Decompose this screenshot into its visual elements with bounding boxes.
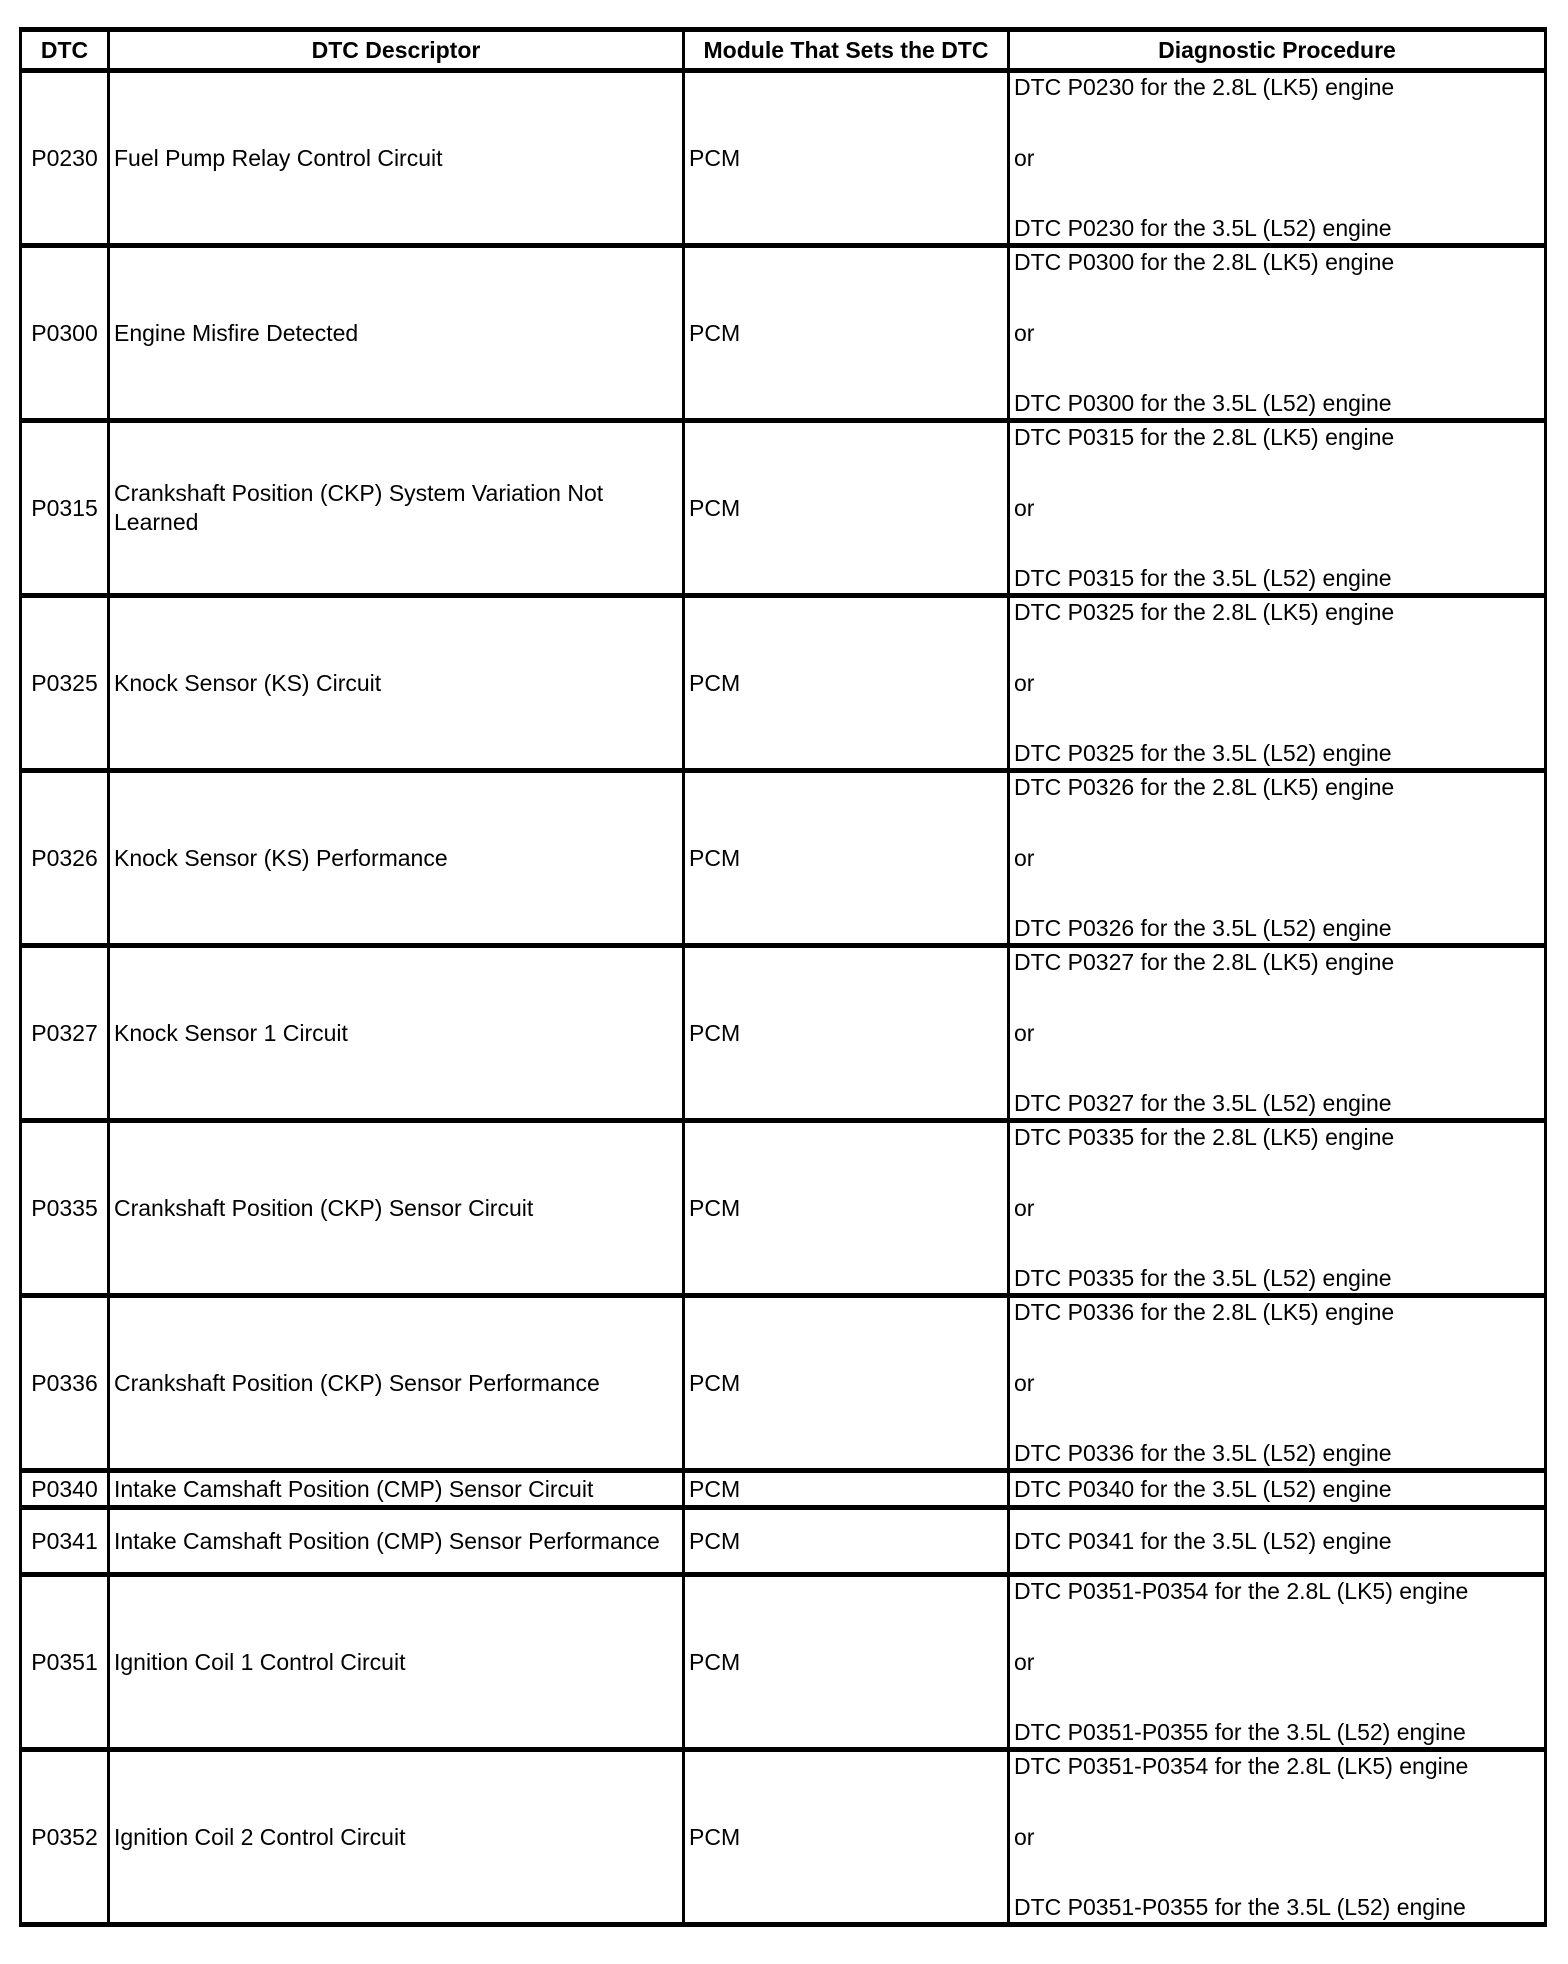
procedure-link[interactable]: DTC P0340 for the 3.5L (L52) engine bbox=[1014, 1475, 1392, 1502]
table-row bbox=[21, 1508, 1546, 1575]
dtc-descriptor: Knock Sensor (KS) Performance bbox=[109, 771, 684, 946]
module: PCM bbox=[684, 1471, 1009, 1508]
procedure-link[interactable]: DTC P0325 for the 2.8L (LK5) engine bbox=[1014, 599, 1395, 625]
dtc-code: P0352 bbox=[21, 1750, 109, 1925]
dtc-descriptor: Knock Sensor 1 Circuit bbox=[109, 946, 684, 1121]
header-dtc: DTC bbox=[21, 30, 109, 71]
table-row bbox=[21, 596, 1546, 771]
dtc-descriptor: Engine Misfire Detected bbox=[109, 246, 684, 421]
module: PCM bbox=[684, 1121, 1009, 1296]
module: PCM bbox=[684, 246, 1009, 421]
or-text: or bbox=[1014, 494, 1035, 521]
diagnostic-procedure bbox=[1009, 246, 1546, 421]
or-text: or bbox=[1014, 1194, 1035, 1221]
table-row bbox=[21, 71, 1546, 246]
table-row bbox=[21, 421, 1546, 596]
procedure-link[interactable]: DTC P0300 for the 3.5L (L52) engine bbox=[1014, 390, 1392, 417]
module: PCM bbox=[684, 1575, 1009, 1750]
procedure-link[interactable]: DTC P0351-P0354 for the 2.8L (LK5) engine bbox=[1014, 1753, 1469, 1779]
dtc-code: P0325 bbox=[21, 596, 109, 771]
or-text: or bbox=[1014, 144, 1035, 171]
diagnostic-procedure bbox=[1009, 596, 1546, 771]
dtc-code: P0315 bbox=[21, 421, 109, 596]
or-text: or bbox=[1014, 844, 1035, 871]
procedure-link[interactable]: DTC P0326 for the 3.5L (L52) engine bbox=[1014, 915, 1392, 942]
table-row bbox=[21, 1750, 1546, 1925]
procedure-link[interactable]: DTC P0351-P0355 for the 3.5L (L52) engine bbox=[1014, 1719, 1466, 1746]
procedure-link[interactable]: DTC P0327 for the 2.8L (LK5) engine bbox=[1014, 949, 1395, 975]
diagnostic-procedure bbox=[1009, 1296, 1546, 1471]
dtc-code: P0335 bbox=[21, 1121, 109, 1296]
procedure-link[interactable]: DTC P0326 for the 2.8L (LK5) engine bbox=[1014, 774, 1395, 800]
module: PCM bbox=[684, 71, 1009, 246]
header-descriptor: DTC Descriptor bbox=[109, 30, 684, 71]
dtc-descriptor: Crankshaft Position (CKP) System Variation Not Learned bbox=[109, 421, 684, 596]
or-text: or bbox=[1014, 1823, 1035, 1850]
procedure-link[interactable]: DTC P0315 for the 2.8L (LK5) engine bbox=[1014, 424, 1395, 450]
or-text: or bbox=[1014, 1019, 1035, 1046]
dtc-descriptor: Ignition Coil 1 Control Circuit bbox=[109, 1575, 684, 1750]
dtc-code: P0327 bbox=[21, 946, 109, 1121]
header-module: Module That Sets the DTC bbox=[684, 30, 1009, 71]
or-text: or bbox=[1014, 669, 1035, 696]
table-row bbox=[21, 946, 1546, 1121]
dtc-descriptor: Knock Sensor (KS) Circuit bbox=[109, 596, 684, 771]
or-text: or bbox=[1014, 1369, 1035, 1396]
dtc-descriptor: Fuel Pump Relay Control Circuit bbox=[109, 71, 684, 246]
dtc-code: P0351 bbox=[21, 1575, 109, 1750]
dtc-code: P0340 bbox=[21, 1471, 109, 1508]
module: PCM bbox=[684, 596, 1009, 771]
or-text: or bbox=[1014, 1648, 1035, 1675]
module: PCM bbox=[684, 771, 1009, 946]
procedure-link[interactable]: DTC P0336 for the 3.5L (L52) engine bbox=[1014, 1440, 1392, 1467]
diagnostic-procedure bbox=[1009, 771, 1546, 946]
procedure-link[interactable]: DTC P0325 for the 3.5L (L52) engine bbox=[1014, 740, 1392, 767]
dtc-descriptor: Intake Camshaft Position (CMP) Sensor Performance bbox=[109, 1508, 684, 1575]
procedure-link[interactable]: DTC P0327 for the 3.5L (L52) engine bbox=[1014, 1090, 1392, 1117]
dtc-code: P0326 bbox=[21, 771, 109, 946]
dtc-descriptor: Crankshaft Position (CKP) Sensor Performance bbox=[109, 1296, 684, 1471]
procedure-link[interactable]: DTC P0336 for the 2.8L (LK5) engine bbox=[1014, 1299, 1395, 1325]
diagnostic-procedure bbox=[1009, 946, 1546, 1121]
module: PCM bbox=[684, 946, 1009, 1121]
diagnostic-procedure bbox=[1009, 1575, 1546, 1750]
diagnostic-procedure bbox=[1009, 1471, 1546, 1508]
dtc-descriptor: Intake Camshaft Position (CMP) Sensor Circuit bbox=[109, 1471, 684, 1508]
dtc-descriptor: Crankshaft Position (CKP) Sensor Circuit bbox=[109, 1121, 684, 1296]
module: PCM bbox=[684, 1750, 1009, 1925]
procedure-link[interactable]: DTC P0351-P0354 for the 2.8L (LK5) engine bbox=[1014, 1578, 1469, 1604]
procedure-link[interactable]: DTC P0230 for the 2.8L (LK5) engine bbox=[1014, 74, 1395, 100]
diagnostic-procedure bbox=[1009, 1121, 1546, 1296]
module: PCM bbox=[684, 421, 1009, 596]
procedure-link[interactable]: DTC P0335 for the 3.5L (L52) engine bbox=[1014, 1265, 1392, 1292]
table-row bbox=[21, 771, 1546, 946]
module: PCM bbox=[684, 1508, 1009, 1575]
dtc-table bbox=[19, 27, 1547, 1927]
header-procedure: Diagnostic Procedure bbox=[1009, 30, 1546, 71]
dtc-code: P0341 bbox=[21, 1508, 109, 1575]
procedure-link[interactable]: DTC P0230 for the 3.5L (L52) engine bbox=[1014, 215, 1392, 242]
dtc-descriptor: Ignition Coil 2 Control Circuit bbox=[109, 1750, 684, 1925]
table-row bbox=[21, 246, 1546, 421]
procedure-link[interactable]: DTC P0351-P0355 for the 3.5L (L52) engine bbox=[1014, 1894, 1466, 1921]
module: PCM bbox=[684, 1296, 1009, 1471]
table-row bbox=[21, 1121, 1546, 1296]
diagnostic-procedure bbox=[1009, 1508, 1546, 1575]
diagnostic-procedure bbox=[1009, 421, 1546, 596]
dtc-code: P0300 bbox=[21, 246, 109, 421]
dtc-code: P0230 bbox=[21, 71, 109, 246]
table-row bbox=[21, 1575, 1546, 1750]
header-row bbox=[21, 30, 1546, 71]
procedure-link[interactable]: DTC P0341 for the 3.5L (L52) engine bbox=[1014, 1527, 1392, 1554]
table-row bbox=[21, 1296, 1546, 1471]
or-text: or bbox=[1014, 319, 1035, 346]
procedure-link[interactable]: DTC P0315 for the 3.5L (L52) engine bbox=[1014, 565, 1392, 592]
diagnostic-procedure bbox=[1009, 1750, 1546, 1925]
procedure-link[interactable]: DTC P0300 for the 2.8L (LK5) engine bbox=[1014, 249, 1395, 275]
table-row bbox=[21, 1471, 1546, 1508]
diagnostic-procedure bbox=[1009, 71, 1546, 246]
procedure-link[interactable]: DTC P0335 for the 2.8L (LK5) engine bbox=[1014, 1124, 1395, 1150]
dtc-code: P0336 bbox=[21, 1296, 109, 1471]
